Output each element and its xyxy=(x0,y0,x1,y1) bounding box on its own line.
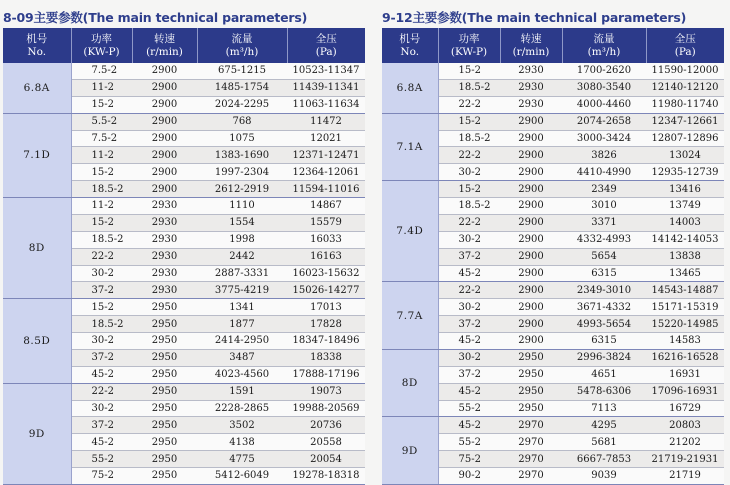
pressure-cell: 13838 xyxy=(646,248,724,265)
power-cell: 37-2 xyxy=(71,417,132,434)
model-number-cell: 8.5D xyxy=(3,299,71,383)
pressure-cell: 14543-14887 xyxy=(646,282,724,299)
table-8-09 xyxy=(3,28,365,485)
flow-cell: 3826 xyxy=(562,147,646,164)
speed-cell: 2950 xyxy=(132,299,197,316)
pressure-cell: 16216-16528 xyxy=(646,349,724,366)
pressure-cell: 15026-14277 xyxy=(287,282,365,299)
speed-cell: 2900 xyxy=(132,130,197,147)
power-cell: 22-2 xyxy=(438,282,500,299)
speed-cell: 2900 xyxy=(500,282,562,299)
power-cell: 37-2 xyxy=(438,248,500,265)
power-cell: 75-2 xyxy=(438,451,500,468)
power-cell: 90-2 xyxy=(438,468,500,485)
table-row xyxy=(382,113,724,130)
power-cell: 18.5-2 xyxy=(438,79,500,96)
speed-cell: 2900 xyxy=(132,96,197,113)
table-row xyxy=(382,282,724,299)
power-cell: 22-2 xyxy=(71,383,132,400)
header-flow: 流量 (m³/h) xyxy=(197,28,287,63)
power-cell: 22-2 xyxy=(438,214,500,231)
pressure-cell: 14003 xyxy=(646,214,724,231)
flow-cell: 2349-3010 xyxy=(562,282,646,299)
speed-cell: 2900 xyxy=(132,113,197,130)
pressure-cell: 12021 xyxy=(287,130,365,147)
power-cell: 30-2 xyxy=(71,400,132,417)
flow-cell: 4023-4560 xyxy=(197,366,287,383)
speed-cell: 2950 xyxy=(500,383,562,400)
speed-cell: 2900 xyxy=(500,198,562,215)
model-number-cell: 7.1D xyxy=(3,113,71,197)
header-pressure: 全压 (Pa) xyxy=(646,28,724,63)
table-row xyxy=(3,299,365,316)
model-number-cell: 9D xyxy=(382,417,438,485)
pressure-cell: 13416 xyxy=(646,181,724,198)
power-cell: 45-2 xyxy=(71,434,132,451)
power-cell: 7.5-2 xyxy=(71,63,132,79)
pressure-cell: 12140-12120 xyxy=(646,79,724,96)
pressure-cell: 15220-14985 xyxy=(646,316,724,333)
model-number-cell: 9D xyxy=(3,383,71,484)
speed-cell: 2970 xyxy=(500,451,562,468)
pressure-cell: 17096-16931 xyxy=(646,383,724,400)
flow-cell: 3775-4219 xyxy=(197,282,287,299)
model-number-cell: 6.8A xyxy=(382,63,438,113)
speed-cell: 2900 xyxy=(500,248,562,265)
power-cell: 55-2 xyxy=(438,400,500,417)
pressure-cell: 17888-17196 xyxy=(287,366,365,383)
pressure-cell: 17828 xyxy=(287,316,365,333)
speed-cell: 2930 xyxy=(500,96,562,113)
flow-cell: 4332-4993 xyxy=(562,231,646,248)
flow-cell: 6315 xyxy=(562,333,646,350)
header-speed: 转速 (r/min) xyxy=(500,28,562,63)
table-row xyxy=(382,181,724,198)
flow-cell: 1485-1754 xyxy=(197,79,287,96)
flow-cell: 5412-6049 xyxy=(197,468,287,485)
model-number-cell: 6.8A xyxy=(3,63,71,113)
model-number-cell: 7.1A xyxy=(382,113,438,181)
header-pressure: 全压 (Pa) xyxy=(287,28,365,63)
power-cell: 15-2 xyxy=(71,299,132,316)
speed-cell: 2950 xyxy=(500,366,562,383)
flow-cell: 675-1215 xyxy=(197,63,287,79)
speed-cell: 2900 xyxy=(132,164,197,181)
power-cell: 15-2 xyxy=(71,96,132,113)
power-cell: 45-2 xyxy=(71,366,132,383)
speed-cell: 2900 xyxy=(500,181,562,198)
flow-cell: 1591 xyxy=(197,383,287,400)
flow-cell: 2442 xyxy=(197,248,287,265)
speed-cell: 2900 xyxy=(132,63,197,79)
model-number-cell: 7.4D xyxy=(382,181,438,282)
flow-cell: 3671-4332 xyxy=(562,299,646,316)
power-cell: 15-2 xyxy=(438,113,500,130)
flow-cell: 1341 xyxy=(197,299,287,316)
model-number-cell: 7.7A xyxy=(382,282,438,350)
power-cell: 30-2 xyxy=(438,299,500,316)
table-row xyxy=(3,63,365,79)
power-cell: 7.5-2 xyxy=(71,130,132,147)
power-cell: 22-2 xyxy=(71,248,132,265)
pressure-cell: 19988-20569 xyxy=(287,400,365,417)
flow-cell: 3487 xyxy=(197,349,287,366)
pressure-cell: 20558 xyxy=(287,434,365,451)
speed-cell: 2950 xyxy=(132,383,197,400)
speed-cell: 2900 xyxy=(500,130,562,147)
pressure-cell: 12935-12739 xyxy=(646,164,724,181)
pressure-cell: 16163 xyxy=(287,248,365,265)
pressure-cell: 20054 xyxy=(287,451,365,468)
pressure-cell: 12371-12471 xyxy=(287,147,365,164)
flow-cell: 4000-4460 xyxy=(562,96,646,113)
header-power: 功率 (KW-P) xyxy=(438,28,500,63)
table-8-09-title: 8-09主要参数(The main technical parameters) xyxy=(3,10,308,25)
power-cell: 11-2 xyxy=(71,147,132,164)
pressure-cell: 12807-12896 xyxy=(646,130,724,147)
power-cell: 55-2 xyxy=(438,434,500,451)
flow-cell: 1877 xyxy=(197,316,287,333)
flow-cell: 4410-4990 xyxy=(562,164,646,181)
speed-cell: 2970 xyxy=(500,434,562,451)
table-9-12-title: 9-12主要参数(The main technical parameters) xyxy=(382,10,687,25)
speed-cell: 2950 xyxy=(132,400,197,417)
flow-cell: 1997-2304 xyxy=(197,164,287,181)
pressure-cell: 14583 xyxy=(646,333,724,350)
pressure-cell: 11590-12000 xyxy=(646,63,724,79)
flow-cell: 2887-3331 xyxy=(197,265,287,282)
flow-cell: 2349 xyxy=(562,181,646,198)
power-cell: 37-2 xyxy=(71,282,132,299)
power-cell: 37-2 xyxy=(71,349,132,366)
pressure-cell: 21202 xyxy=(646,434,724,451)
power-cell: 5.5-2 xyxy=(71,113,132,130)
power-cell: 30-2 xyxy=(438,349,500,366)
flow-cell: 1700-2620 xyxy=(562,63,646,79)
flow-cell: 2024-2295 xyxy=(197,96,287,113)
pressure-cell: 16729 xyxy=(646,400,724,417)
flow-cell: 1998 xyxy=(197,231,287,248)
speed-cell: 2970 xyxy=(500,468,562,485)
flow-cell: 3000-3424 xyxy=(562,130,646,147)
flow-cell: 5681 xyxy=(562,434,646,451)
speed-cell: 2900 xyxy=(500,333,562,350)
table-row xyxy=(382,417,724,434)
pressure-cell: 20736 xyxy=(287,417,365,434)
speed-cell: 2930 xyxy=(132,198,197,215)
speed-cell: 2900 xyxy=(500,265,562,282)
speed-cell: 2930 xyxy=(132,214,197,231)
pressure-cell: 15579 xyxy=(287,214,365,231)
power-cell: 18.5-2 xyxy=(71,316,132,333)
pressure-cell: 11472 xyxy=(287,113,365,130)
power-cell: 18.5-2 xyxy=(71,181,132,198)
pressure-cell: 12347-12661 xyxy=(646,113,724,130)
flow-cell: 3010 xyxy=(562,198,646,215)
speed-cell: 2900 xyxy=(500,164,562,181)
pressure-cell: 16023-15632 xyxy=(287,265,365,282)
power-cell: 37-2 xyxy=(438,316,500,333)
power-cell: 45-2 xyxy=(438,333,500,350)
power-cell: 11-2 xyxy=(71,79,132,96)
speed-cell: 2930 xyxy=(132,265,197,282)
pressure-cell: 13465 xyxy=(646,265,724,282)
pressure-cell: 11594-11016 xyxy=(287,181,365,198)
pressure-cell: 18338 xyxy=(287,349,365,366)
power-cell: 75-2 xyxy=(71,468,132,485)
pressure-cell: 21719 xyxy=(646,468,724,485)
power-cell: 18.5-2 xyxy=(438,198,500,215)
flow-cell: 4651 xyxy=(562,366,646,383)
speed-cell: 2900 xyxy=(132,79,197,96)
header-no: 机号 No. xyxy=(3,28,71,63)
power-cell: 30-2 xyxy=(438,164,500,181)
flow-cell: 4775 xyxy=(197,451,287,468)
speed-cell: 2950 xyxy=(500,400,562,417)
speed-cell: 2950 xyxy=(132,434,197,451)
power-cell: 55-2 xyxy=(71,451,132,468)
table-9-12-header-row xyxy=(382,28,724,63)
pressure-cell: 10523-11347 xyxy=(287,63,365,79)
speed-cell: 2930 xyxy=(132,248,197,265)
table-9-12-body xyxy=(382,63,724,484)
power-cell: 37-2 xyxy=(438,366,500,383)
table-8-09-body xyxy=(3,63,365,484)
speed-cell: 2950 xyxy=(500,349,562,366)
pressure-cell: 11063-11634 xyxy=(287,96,365,113)
model-number-cell: 8D xyxy=(382,349,438,417)
power-cell: 15-2 xyxy=(71,164,132,181)
flow-cell: 4138 xyxy=(197,434,287,451)
speed-cell: 2900 xyxy=(500,299,562,316)
flow-cell: 4295 xyxy=(562,417,646,434)
speed-cell: 2950 xyxy=(132,316,197,333)
table-8-09-header-row xyxy=(3,28,365,63)
flow-cell: 4993-5654 xyxy=(562,316,646,333)
pressure-cell: 14867 xyxy=(287,198,365,215)
flow-cell: 3371 xyxy=(562,214,646,231)
flow-cell: 3502 xyxy=(197,417,287,434)
flow-cell: 2074-2658 xyxy=(562,113,646,130)
header-flow: 流量 (m³/h) xyxy=(562,28,646,63)
power-cell: 22-2 xyxy=(438,147,500,164)
power-cell: 15-2 xyxy=(438,181,500,198)
speed-cell: 2900 xyxy=(132,147,197,164)
header-power: 功率 (KW-P) xyxy=(71,28,132,63)
flow-cell: 768 xyxy=(197,113,287,130)
table-row xyxy=(3,198,365,215)
flow-cell: 7113 xyxy=(562,400,646,417)
pressure-cell: 19073 xyxy=(287,383,365,400)
speed-cell: 2950 xyxy=(132,468,197,485)
power-cell: 45-2 xyxy=(438,417,500,434)
pressure-cell: 17013 xyxy=(287,299,365,316)
table-8-09-panel xyxy=(3,8,365,485)
power-cell: 15-2 xyxy=(438,63,500,79)
speed-cell: 2950 xyxy=(132,366,197,383)
speed-cell: 2900 xyxy=(500,316,562,333)
pressure-cell: 11980-11740 xyxy=(646,96,724,113)
pressure-cell: 20803 xyxy=(646,417,724,434)
header-no: 机号 No. xyxy=(382,28,438,63)
pressure-cell: 16931 xyxy=(646,366,724,383)
flow-cell: 5478-6306 xyxy=(562,383,646,400)
speed-cell: 2900 xyxy=(500,214,562,231)
flow-cell: 9039 xyxy=(562,468,646,485)
speed-cell: 2900 xyxy=(500,147,562,164)
pressure-cell: 14142-14053 xyxy=(646,231,724,248)
speed-cell: 2930 xyxy=(500,63,562,79)
flow-cell: 6667-7853 xyxy=(562,451,646,468)
flow-cell: 1075 xyxy=(197,130,287,147)
flow-cell: 2414-2950 xyxy=(197,333,287,350)
header-speed: 转速 (r/min) xyxy=(132,28,197,63)
table-row xyxy=(382,63,724,79)
power-cell: 18.5-2 xyxy=(71,231,132,248)
pressure-cell: 13024 xyxy=(646,147,724,164)
pressure-cell: 13749 xyxy=(646,198,724,215)
table-9-12 xyxy=(382,28,724,485)
speed-cell: 2950 xyxy=(132,451,197,468)
speed-cell: 2950 xyxy=(132,333,197,350)
pressure-cell: 19278-18318 xyxy=(287,468,365,485)
power-cell: 45-2 xyxy=(438,383,500,400)
flow-cell: 5654 xyxy=(562,248,646,265)
pressure-cell: 16033 xyxy=(287,231,365,248)
pressure-cell: 11439-11341 xyxy=(287,79,365,96)
power-cell: 45-2 xyxy=(438,265,500,282)
power-cell: 11-2 xyxy=(71,198,132,215)
pressure-cell: 21719-21931 xyxy=(646,451,724,468)
flow-cell: 1110 xyxy=(197,198,287,215)
speed-cell: 2900 xyxy=(500,113,562,130)
power-cell: 30-2 xyxy=(71,333,132,350)
table-row xyxy=(382,349,724,366)
power-cell: 22-2 xyxy=(438,96,500,113)
power-cell: 30-2 xyxy=(71,265,132,282)
pressure-cell: 15171-15319 xyxy=(646,299,724,316)
speed-cell: 2950 xyxy=(132,417,197,434)
speed-cell: 2930 xyxy=(132,282,197,299)
flow-cell: 6315 xyxy=(562,265,646,282)
power-cell: 30-2 xyxy=(438,231,500,248)
model-number-cell: 8D xyxy=(3,198,71,299)
table-row xyxy=(3,383,365,400)
flow-cell: 3080-3540 xyxy=(562,79,646,96)
flow-cell: 2612-2919 xyxy=(197,181,287,198)
table-9-12-panel xyxy=(382,8,724,485)
table-row xyxy=(3,113,365,130)
speed-cell: 2900 xyxy=(132,181,197,198)
flow-cell: 2996-3824 xyxy=(562,349,646,366)
speed-cell: 2930 xyxy=(132,231,197,248)
power-cell: 15-2 xyxy=(71,214,132,231)
speed-cell: 2950 xyxy=(132,349,197,366)
pressure-cell: 18347-18496 xyxy=(287,333,365,350)
power-cell: 18.5-2 xyxy=(438,130,500,147)
speed-cell: 2970 xyxy=(500,417,562,434)
flow-cell: 2228-2865 xyxy=(197,400,287,417)
speed-cell: 2900 xyxy=(500,231,562,248)
flow-cell: 1554 xyxy=(197,214,287,231)
speed-cell: 2930 xyxy=(500,79,562,96)
pressure-cell: 12364-12061 xyxy=(287,164,365,181)
flow-cell: 1383-1690 xyxy=(197,147,287,164)
